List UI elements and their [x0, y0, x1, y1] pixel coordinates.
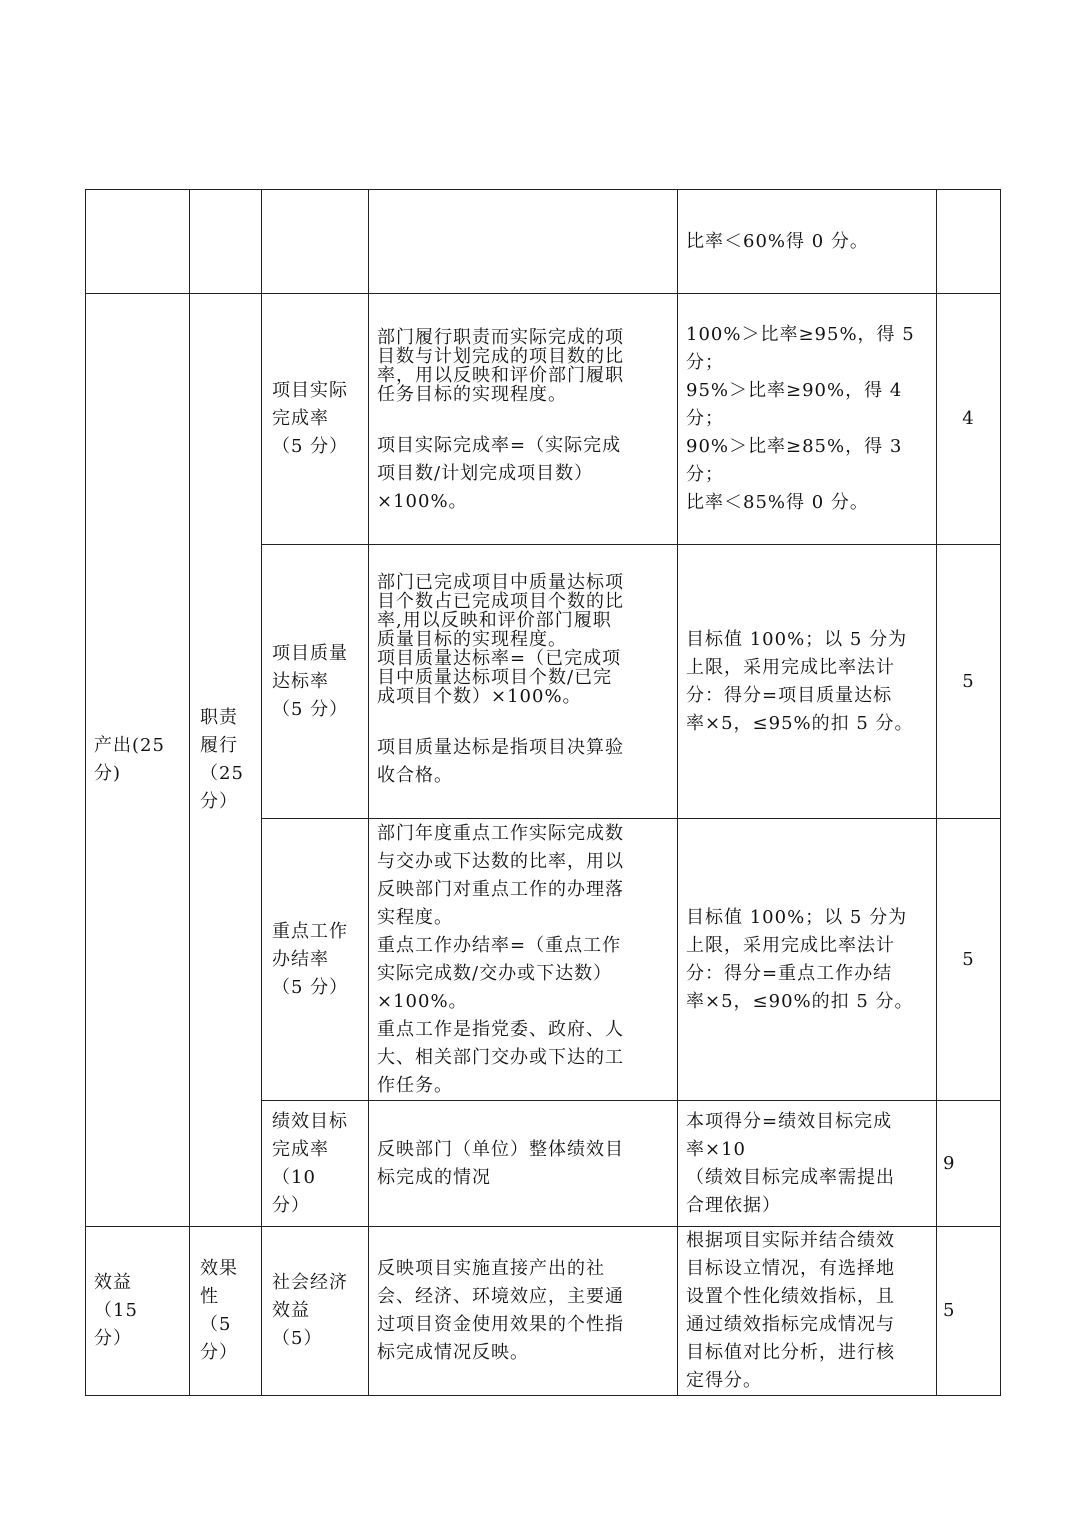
explanation-formula: 项目实际完成率=（实际完成 项目数/计划完成项目数） ×100%。 — [377, 435, 622, 512]
level2-cell — [190, 190, 262, 294]
explanation-cell — [369, 190, 678, 294]
criteria-cell: 比率＜60%得 0 分。 — [678, 190, 937, 294]
explanation-definition: 部门履行职责而实际完成的项 目数与计划完成的项目数的比 率，用以反映和评价部门履职 任务目标的实现程度。 — [377, 327, 624, 405]
score-cell: 5 — [937, 819, 1001, 1101]
level1-output-cell: 产出(25 分) — [86, 294, 190, 1227]
indicator-cell: 项目质量 达标率 （5 分） — [262, 545, 369, 819]
explanation-cell: 部门年度重点工作实际完成数 与交办或下达数的比率，用以 反映部门对重点工作的办理落 实程度。 重点工作办结率=（重点工作 实际完成数/交办或下达数） ×100%。 重点工作是指党委、政府、人 大、相关部门交办或下达的工 作任务。 — [369, 819, 678, 1101]
indicator-cell: 项目实际 完成率 （5 分） — [262, 294, 369, 545]
criteria-cell: 100%＞比率≥95%，得 5 分； 95%＞比率≥90%，得 4 分； 90%＞比率≥85%，得 3 分； 比率＜85%得 0 分。 — [678, 294, 937, 545]
criteria-cell: 根据项目实际并结合绩效 目标设立情况，有选择地 设置个性化绩效指标，且 通过绩效指标完成情况与 目标值对比分析，进行核 定得分。 — [678, 1227, 937, 1396]
score-cell — [937, 190, 1001, 294]
explanation-cell — [369, 294, 678, 545]
explanation-note: 项目质量达标是指项目决算验 收合格。 — [377, 737, 624, 786]
indicator-cell: 绩效目标 完成率 （10 分） — [262, 1101, 369, 1227]
explanation-cell — [369, 545, 678, 819]
explanation-definition: 部门已完成项目中质量达标项 目个数占已完成项目个数的比 率,用以反映和评价部门履职 质量目标的实现程度。 项目质量达标率=（已完成项 目中质量达标项目个数/已完 成项目个数）×100%。 — [377, 572, 624, 707]
explanation-cell: 反映项目实施直接产出的社 会、经济、环境效应，主要通 过项目资金使用效果的个性指 标完成情况反映。 — [369, 1227, 678, 1396]
score-cell: 4 — [937, 294, 1001, 545]
table-row-project-completion — [86, 294, 1001, 545]
criteria-cell: 目标值 100%；以 5 分为 上限，采用完成比率法计 分：得分=项目质量达标 率×5，≤95%的扣 5 分。 — [678, 545, 937, 819]
indicator-cell — [262, 190, 369, 294]
criteria-cell: 目标值 100%；以 5 分为 上限，采用完成比率法计 分：得分=重点工作办结 率×5，≤90%的扣 5 分。 — [678, 819, 937, 1101]
level2-effect-cell: 效果 性 （5 分） — [190, 1227, 262, 1396]
explanation-cell: 反映部门（单位）整体绩效目 标完成的情况 — [369, 1101, 678, 1227]
indicator-cell: 社会经济 效益 （5） — [262, 1227, 369, 1396]
evaluation-table — [85, 189, 1001, 1396]
level2-duty-cell: 职责 履行 （25 分） — [190, 294, 262, 1227]
score-cell: 5 — [937, 545, 1001, 819]
level1-benefit-cell: 效益 （15 分） — [86, 1227, 190, 1396]
score-cell: 5 — [937, 1227, 1001, 1396]
score-cell: 9 — [937, 1101, 1001, 1227]
table-row-social-benefit — [86, 1227, 1001, 1396]
criteria-cell: 本项得分=绩效目标完成 率×10 （绩效目标完成率需提出 合理依据） — [678, 1101, 937, 1227]
level1-cell — [86, 190, 190, 294]
table-row-continued — [86, 190, 1001, 294]
indicator-cell: 重点工作 办结率 （5 分） — [262, 819, 369, 1101]
